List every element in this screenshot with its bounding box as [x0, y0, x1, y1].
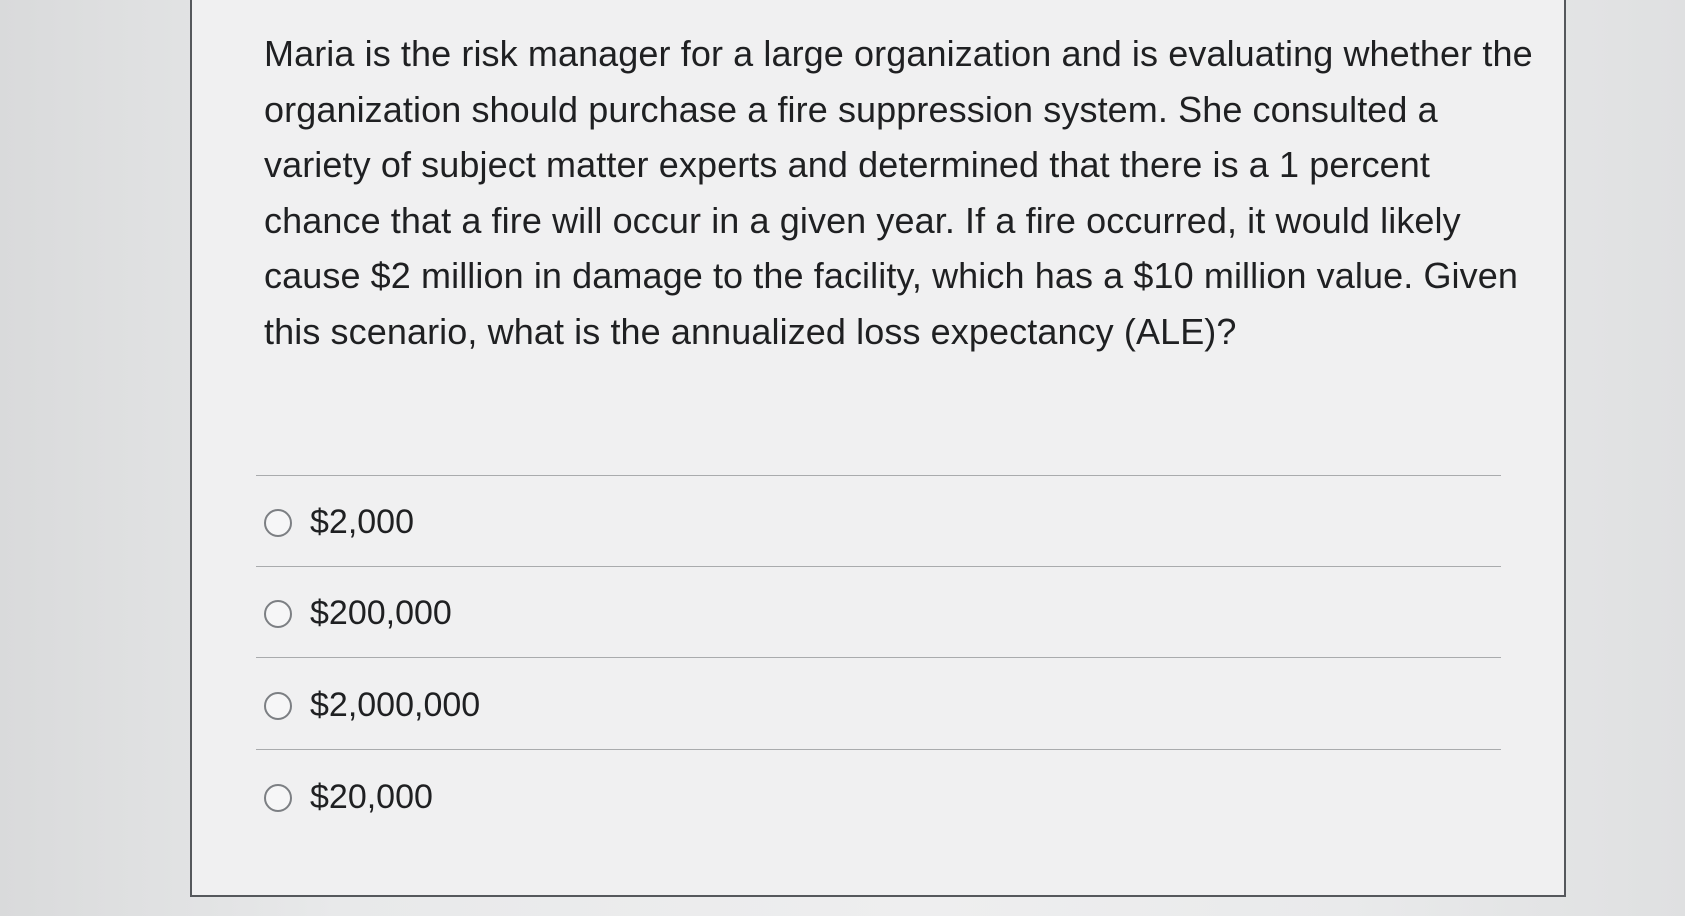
option-label: $2,000 [310, 503, 414, 541]
divider [256, 566, 1501, 567]
option-row-2[interactable] [264, 594, 452, 633]
option-label: $20,000 [310, 778, 433, 816]
divider [256, 749, 1501, 750]
radio-button-icon[interactable] [264, 509, 292, 537]
option-row-3[interactable] [264, 686, 480, 725]
option-row-1[interactable] [264, 503, 414, 542]
option-label: $200,000 [310, 594, 452, 632]
question-text: Maria is the risk manager for a large organization and is evaluating whether the organization should purchase a fire suppression system. She consulted a variety of subject matter experts and determined that there is a 1 percent chance that a fire will occur in a given year. If a fire occurred, it would likely cause $2 million in damage to the facility, which has a $10 million value. Given this scenario, what is the annualized loss expectancy (ALE)? [264, 33, 1533, 352]
option-label: $2,000,000 [310, 686, 481, 724]
divider [256, 475, 1501, 476]
option-row-4[interactable] [264, 778, 433, 817]
radio-button-icon[interactable] [264, 692, 292, 720]
radio-button-icon[interactable] [264, 600, 292, 628]
radio-button-icon[interactable] [264, 784, 292, 812]
question-card [190, 0, 1566, 897]
divider [256, 657, 1501, 658]
